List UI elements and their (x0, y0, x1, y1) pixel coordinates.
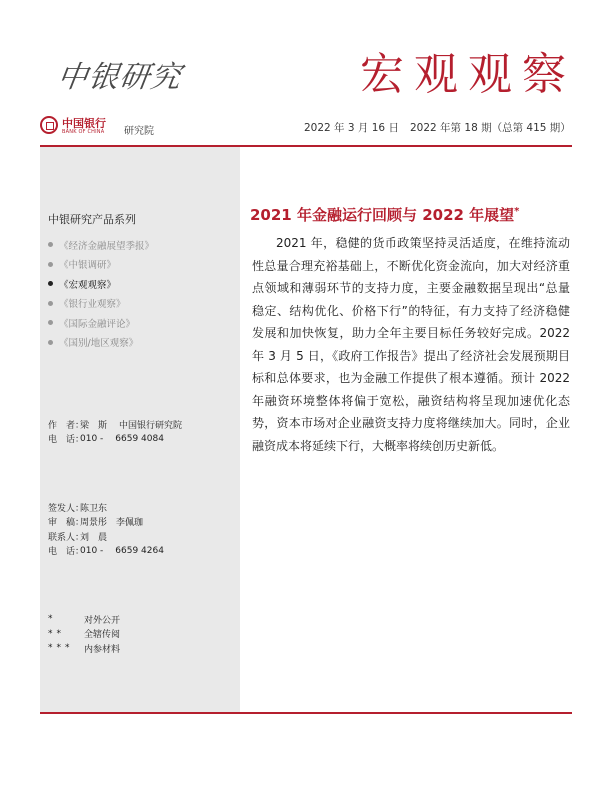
author-name: 梁 斯 (80, 420, 108, 431)
distribution-level: * 对外公开 (48, 614, 121, 626)
series-item[interactable]: 《银行业观察》 (48, 294, 154, 314)
reviewer-names: 周景彤 李佩珈 (80, 518, 144, 529)
article-title: 2021 年金融运行回顾与 2022 年展望* (250, 206, 520, 224)
institute-label: 研究院 (124, 126, 154, 137)
calligraphy-logo: 中银研究 (55, 60, 184, 95)
article-abstract: 2021 年，稳健的货币政策坚持灵活适度，在维持流动性总量合理充裕基础上，不断优化资金流向，加大对经济重点领域和薄弱环节的支持力度，主要金融数据呈现出“总量稳定、结构优化、价格下行”的特征，有力支持了经济稳健发展和加快恢复，助力全年主要目标任务较好完成。2022 年 3 月 5 日，《政府工作报告》提出了经济社会发展预期目标和总体要求，也为金融工作提供了根本遵循。预计 2022 年融资环境整体将偏于宽松，融资结构将呈现加速优化态势，资本市场对企业融资支持力度将继续加大。同时，企业融资成本将延续下行，大概率将续创历史新低。 (252, 236, 570, 453)
signer-name: 陈卫东 (80, 503, 108, 514)
issue-number: 2022 年第 18 期（总第 415 期） (410, 122, 571, 134)
series-item[interactable]: 《经济金融展望季报》 (48, 235, 154, 255)
series-item-active[interactable]: 《宏观观察》 (48, 274, 154, 294)
author-phone: 6659 4084 (115, 433, 164, 444)
bullet-icon (48, 320, 53, 325)
series-heading: 中银研究产品系列 (48, 213, 136, 226)
bank-name-en: BANK OF CHINA (62, 129, 105, 135)
bullet-icon (48, 242, 53, 247)
contact-label: 联系人： (48, 532, 85, 543)
bank-of-china-logo-icon (40, 116, 58, 134)
series-list (48, 235, 154, 352)
signer-label: 签发人： (48, 503, 85, 514)
series-item[interactable]: 《中银调研》 (48, 255, 154, 275)
approval-info (48, 500, 164, 558)
sidebar (40, 147, 240, 712)
contact-name: 刘 晨 (80, 532, 108, 543)
author-org: 中国银行研究院 (119, 420, 183, 431)
star-icon: ** (48, 628, 65, 639)
star-icon: * (48, 614, 57, 625)
reviewer-label: 审 稿： (48, 518, 85, 529)
header-bar (40, 112, 572, 146)
bullet-icon (48, 340, 53, 345)
series-item[interactable]: 《国际金融评论》 (48, 313, 154, 333)
bank-name-cn: 中国银行 (62, 117, 106, 130)
series-item[interactable]: 《国别/地区观察》 (48, 333, 154, 353)
issue-date: 2022 年 3 月 16 日 (304, 122, 399, 134)
phone-area: 010 - (80, 433, 104, 444)
distribution-levels (48, 612, 120, 656)
distribution-level: *** 内参材料 (48, 643, 121, 655)
bullet-icon (48, 262, 53, 267)
star-icon: *** (48, 643, 74, 654)
phone-label: 电 话： (48, 435, 85, 446)
author-info (48, 417, 182, 446)
author-label: 作 者： (48, 420, 85, 431)
distribution-level: ** 全辖传阅 (48, 628, 121, 641)
bullet-icon (48, 281, 53, 286)
report-title: 宏观观察 (360, 49, 576, 100)
footer-divider (40, 712, 572, 714)
bullet-icon (48, 301, 53, 306)
contact-phone: 6659 4264 (115, 545, 164, 556)
phone-label: 电 话： (48, 547, 85, 558)
phone-area: 010 - (80, 545, 104, 556)
footnote-marker[interactable]: * (514, 206, 520, 217)
